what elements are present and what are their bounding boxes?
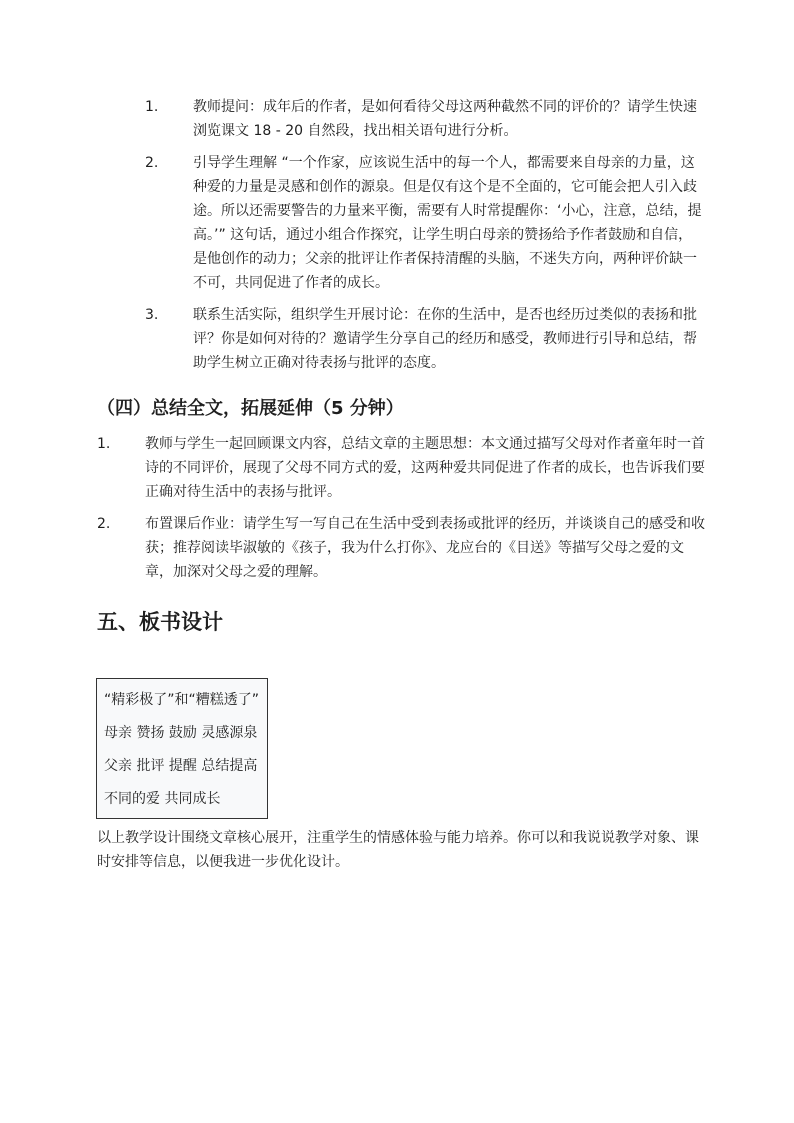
list-item-number: 3. [145, 307, 159, 323]
list-item-text: 联系生活实际，组织学生开展讨论：在你的生活中，是否也经历过类似的表扬和批评？你是如何对待的？邀请学生分享自己的经历和感受，教师进行引导和总结，帮助学生树立正确对待表扬与批评的态度。 [193, 307, 697, 371]
list-item [97, 512, 705, 584]
list-item-number: 2. [97, 516, 111, 532]
list-item [145, 303, 705, 375]
list-item [97, 432, 705, 504]
section5-heading: 五、板书设计 [97, 610, 223, 634]
list-item-text: 引导学生理解 “一个作家，应该说生活中的每一个人，都需要来自母亲的力量，这种爱的力量是灵感和创作的源泉。但是仅有这个是不全面的，它可能会把人引入歧途。所以还需要警告的力量来平衡，需要有人时常提醒你：‘小心，注意，总结，提高。’” 这句话，通过小组合作探究，让学生明白母亲的赞扬给予作者鼓励和自信，是他创作的动力；父亲的批评让作者保持清醒的头脑，不迷失方向，两种评价缺一不可，共同促进了作者的成长。 [193, 155, 702, 291]
list-item [145, 95, 705, 143]
section3-step-list [145, 95, 705, 375]
list-item-number: 1. [97, 436, 111, 452]
section4-step-list [97, 432, 705, 584]
closing-paragraph: 以上教学设计围绕文章核心展开，注重学生的情感体验与能力培养。你可以和我说说教学对象、课时安排等信息，以便我进一步优化设计。 [97, 830, 699, 870]
list-item-text: 教师提问：成年后的作者，是如何看待父母这两种截然不同的评价的？请学生快速浏览课文 18 - 20 自然段，找出相关语句进行分析。 [193, 99, 697, 139]
list-item-number: 2. [145, 155, 159, 171]
list-item-text: 布置课后作业：请学生写一写自己在生活中受到表扬或批评的经历，并谈谈自己的感受和收获；推荐阅读毕淑敏的《孩子，我为什么打你》、龙应台的《目送》等描写父母之爱的文章，加深对父母之爱的理解。 [145, 516, 705, 580]
list-item-text: 教师与学生一起回顾课文内容，总结文章的主题思想：本文通过描写父母对作者童年时一首诗的不同评价，展现了父母不同方式的爱，这两种爱共同促进了作者的成长，也告诉我们要正确对待生活中的表扬与批评。 [145, 436, 705, 500]
blackboard-design-box [96, 678, 268, 819]
board-line-mother: 母亲 赞扬 鼓励 灵感源泉 [104, 725, 258, 741]
section4-heading: （四）总结全文，拓展延伸（5 分钟） [97, 398, 404, 419]
list-item [145, 151, 705, 295]
board-line-father: 父亲 批评 提醒 总结提高 [104, 758, 258, 774]
board-line-summary: 不同的爱 共同成长 [104, 791, 221, 807]
board-line-title: “精彩极了”和“糟糕透了” [104, 692, 260, 708]
list-item-number: 1. [145, 99, 159, 115]
